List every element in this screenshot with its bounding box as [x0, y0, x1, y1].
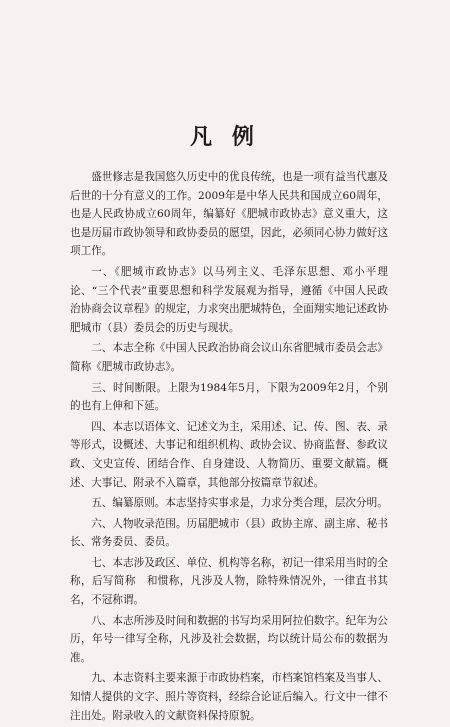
- paragraph-6: 六、人物收录范围。历届肥城市（县）政协主席、副主席、秘书长、常务委员、委员。: [70, 517, 388, 549]
- document-body: [70, 168, 388, 727]
- page-title: 凡 例: [190, 124, 260, 150]
- paragraph-4: 四、本志以语体文、记述文为主，采用述、记、传、图、表、录等形式，设概述、大事记和组织机构、政协会议、协商监督、参政议政、文史宣传、团结合作、自身建设、人物简历、重要文献篇。概述、大事记、附录不入篇章，其他部分按篇章节叙述。: [70, 420, 388, 489]
- paragraph-9: 九、本志资料主要来源于市政协档案，市档案馆档案及当事人、知情人提供的文字、照片等资料，经综合论证后编入。行文中一律不注出处。附录收入的文献资料保持原貌。: [70, 672, 388, 722]
- paragraph-7: 七、本志涉及政区、单位、机构等名称，初记一律采用当时的全称，后写简称 和惯称，凡涉及人物，除特殊情况外，一律直书其名，不冠称谓。: [70, 556, 388, 607]
- paragraph-3: 三、时间断限。上限为1984年5月，下限为2009年2月，个别的也有上伸和下延。: [70, 381, 388, 413]
- paragraph-1: 一、《肥城市政协志》以马列主义、毛泽东思想、邓小平理论、“三个代表”重要思想和科学发展观为指导，遵循《中国人民政治协商会议章程》的规定，力求突出肥城特色，全面翔实地记述政协肥城市（县）委员会的历史与现状。: [70, 265, 388, 334]
- paragraph-intro: 盛世修志是我国悠久历史中的优良传统，也是一项有益当代惠及后世的十分有意义的工作。2009年是中华人民共和国成立60周年，也是人民政协成立60周年，编纂好《肥城市政协志》意义重大，这也是历届市政协领导和政协委员的愿望，因此，必须同心协力做好这项工作。: [70, 171, 388, 258]
- paragraph-5: 五、编纂原则。本志坚持实事求是，力求分类合理，层次分明。: [91, 497, 388, 510]
- paragraph-2: 二、本志全称《中国人民政治协商会议山东省肥城市委员会志》简称《肥城市政协志》。: [70, 342, 388, 373]
- paragraph-8: 八、本志所涉及时间和数据的书写均采用阿拉伯数字。纪年为公历，年号一律写全称，凡涉及社会数据，均以统计局公布的数据为准。: [70, 614, 388, 664]
